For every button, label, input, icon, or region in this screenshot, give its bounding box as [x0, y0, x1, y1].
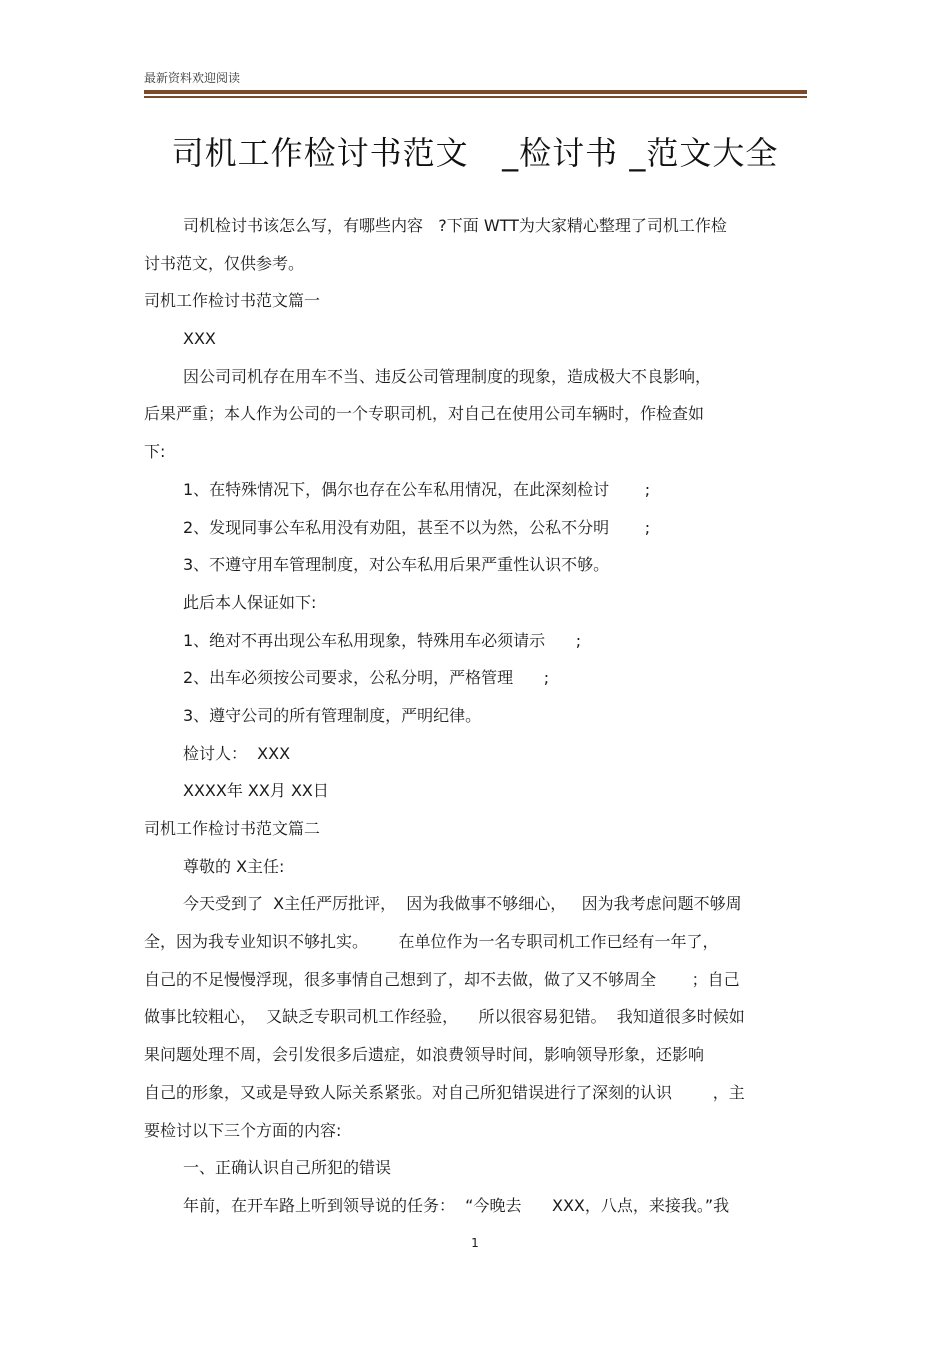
body-line: 尊敬的 X主任: — [183, 856, 285, 876]
body-line: 今天受到了 X主任严厉批评， 因为我做事不够细心， 因为我考虑问题不够周 — [183, 894, 742, 914]
body-line: 2、出车必须按公司要求，公私分明，严格管理 ; — [183, 668, 550, 688]
body-line: XXX — [183, 329, 216, 349]
body-line: 司机工作检讨书范文篇二 — [144, 819, 321, 838]
page-number: 1 — [471, 1236, 479, 1250]
body-line: 全，因为我专业知识不够扎实。 在单位作为一名专职司机工作已经有一年了， — [144, 932, 719, 952]
body-line: 要检讨以下三个方面的内容: — [144, 1120, 342, 1140]
body-line: 3、遵守公司的所有管理制度，严明纪律。 — [183, 705, 482, 725]
document-title: 司机工作检讨书范文 _检讨书 _范文大全 — [171, 134, 779, 172]
body-line: 司机工作检讨书范文篇一 — [144, 291, 321, 311]
body-line: 自己的形象，又或是导致人际关系紧张。对自己所犯错误进行了深刻的认识 ，主 — [144, 1082, 745, 1102]
body-line: 检讨人： XXX — [183, 743, 291, 763]
body-line: 司机检讨书该怎么写，有哪些内容 ?下面 WTT为大家精心整理了司机工作检 — [183, 216, 727, 235]
body-line: 自己的不足慢慢浮现，很多事情自己想到了，却不去做，做了又不够周全 ；自己 — [144, 969, 740, 989]
body-line: 讨书范文，仅供参考。 — [144, 253, 305, 273]
document-body — [144, 207, 807, 1225]
header-rule-thin — [144, 96, 807, 98]
body-line: 做事比较粗心， 又缺乏专职司机工作经验， 所以很容易犯错。 我知道很多时候如 — [144, 1007, 745, 1027]
body-line: 1、绝对不再出现公车私用现象，特殊用车必须请示 ; — [183, 630, 582, 650]
body-line: 后果严重；本人作为公司的一个专职司机，对自己在使用公司车辆时，作检查如 — [144, 404, 705, 424]
body-line: 2、发现同事公车私用没有劝阻，甚至不以为然，公私不分明 ; — [183, 517, 651, 537]
body-line: 年前，在开车路上听到领导说的任务： “今晚去 XXX，八点，来接我。”我 — [183, 1195, 730, 1215]
header-rule-thick — [144, 90, 807, 94]
body-line: 下: — [144, 442, 166, 462]
body-line: 3、不遵守用车管理制度，对公车私用后果严重性认识不够。 — [183, 555, 610, 575]
running-header: 最新资料欢迎阅读 — [144, 71, 241, 85]
body-line: 果问题处理不周，会引发很多后遗症，如浪费领导时间，影响领导形象，还影响 — [144, 1045, 705, 1065]
body-line: 此后本人保证如下: — [183, 592, 317, 612]
body-line: 一、正确认识自己所犯的错误 — [183, 1158, 392, 1178]
body-line: 1、在特殊情况下，偶尔也存在公车私用情况，在此深刻检讨 ; — [183, 479, 651, 499]
body-line: XXXX年 XX月 XX日 — [183, 781, 329, 801]
body-line: 因公司司机存在用车不当、违反公司管理制度的现象，造成极大不良影响， — [183, 366, 712, 386]
